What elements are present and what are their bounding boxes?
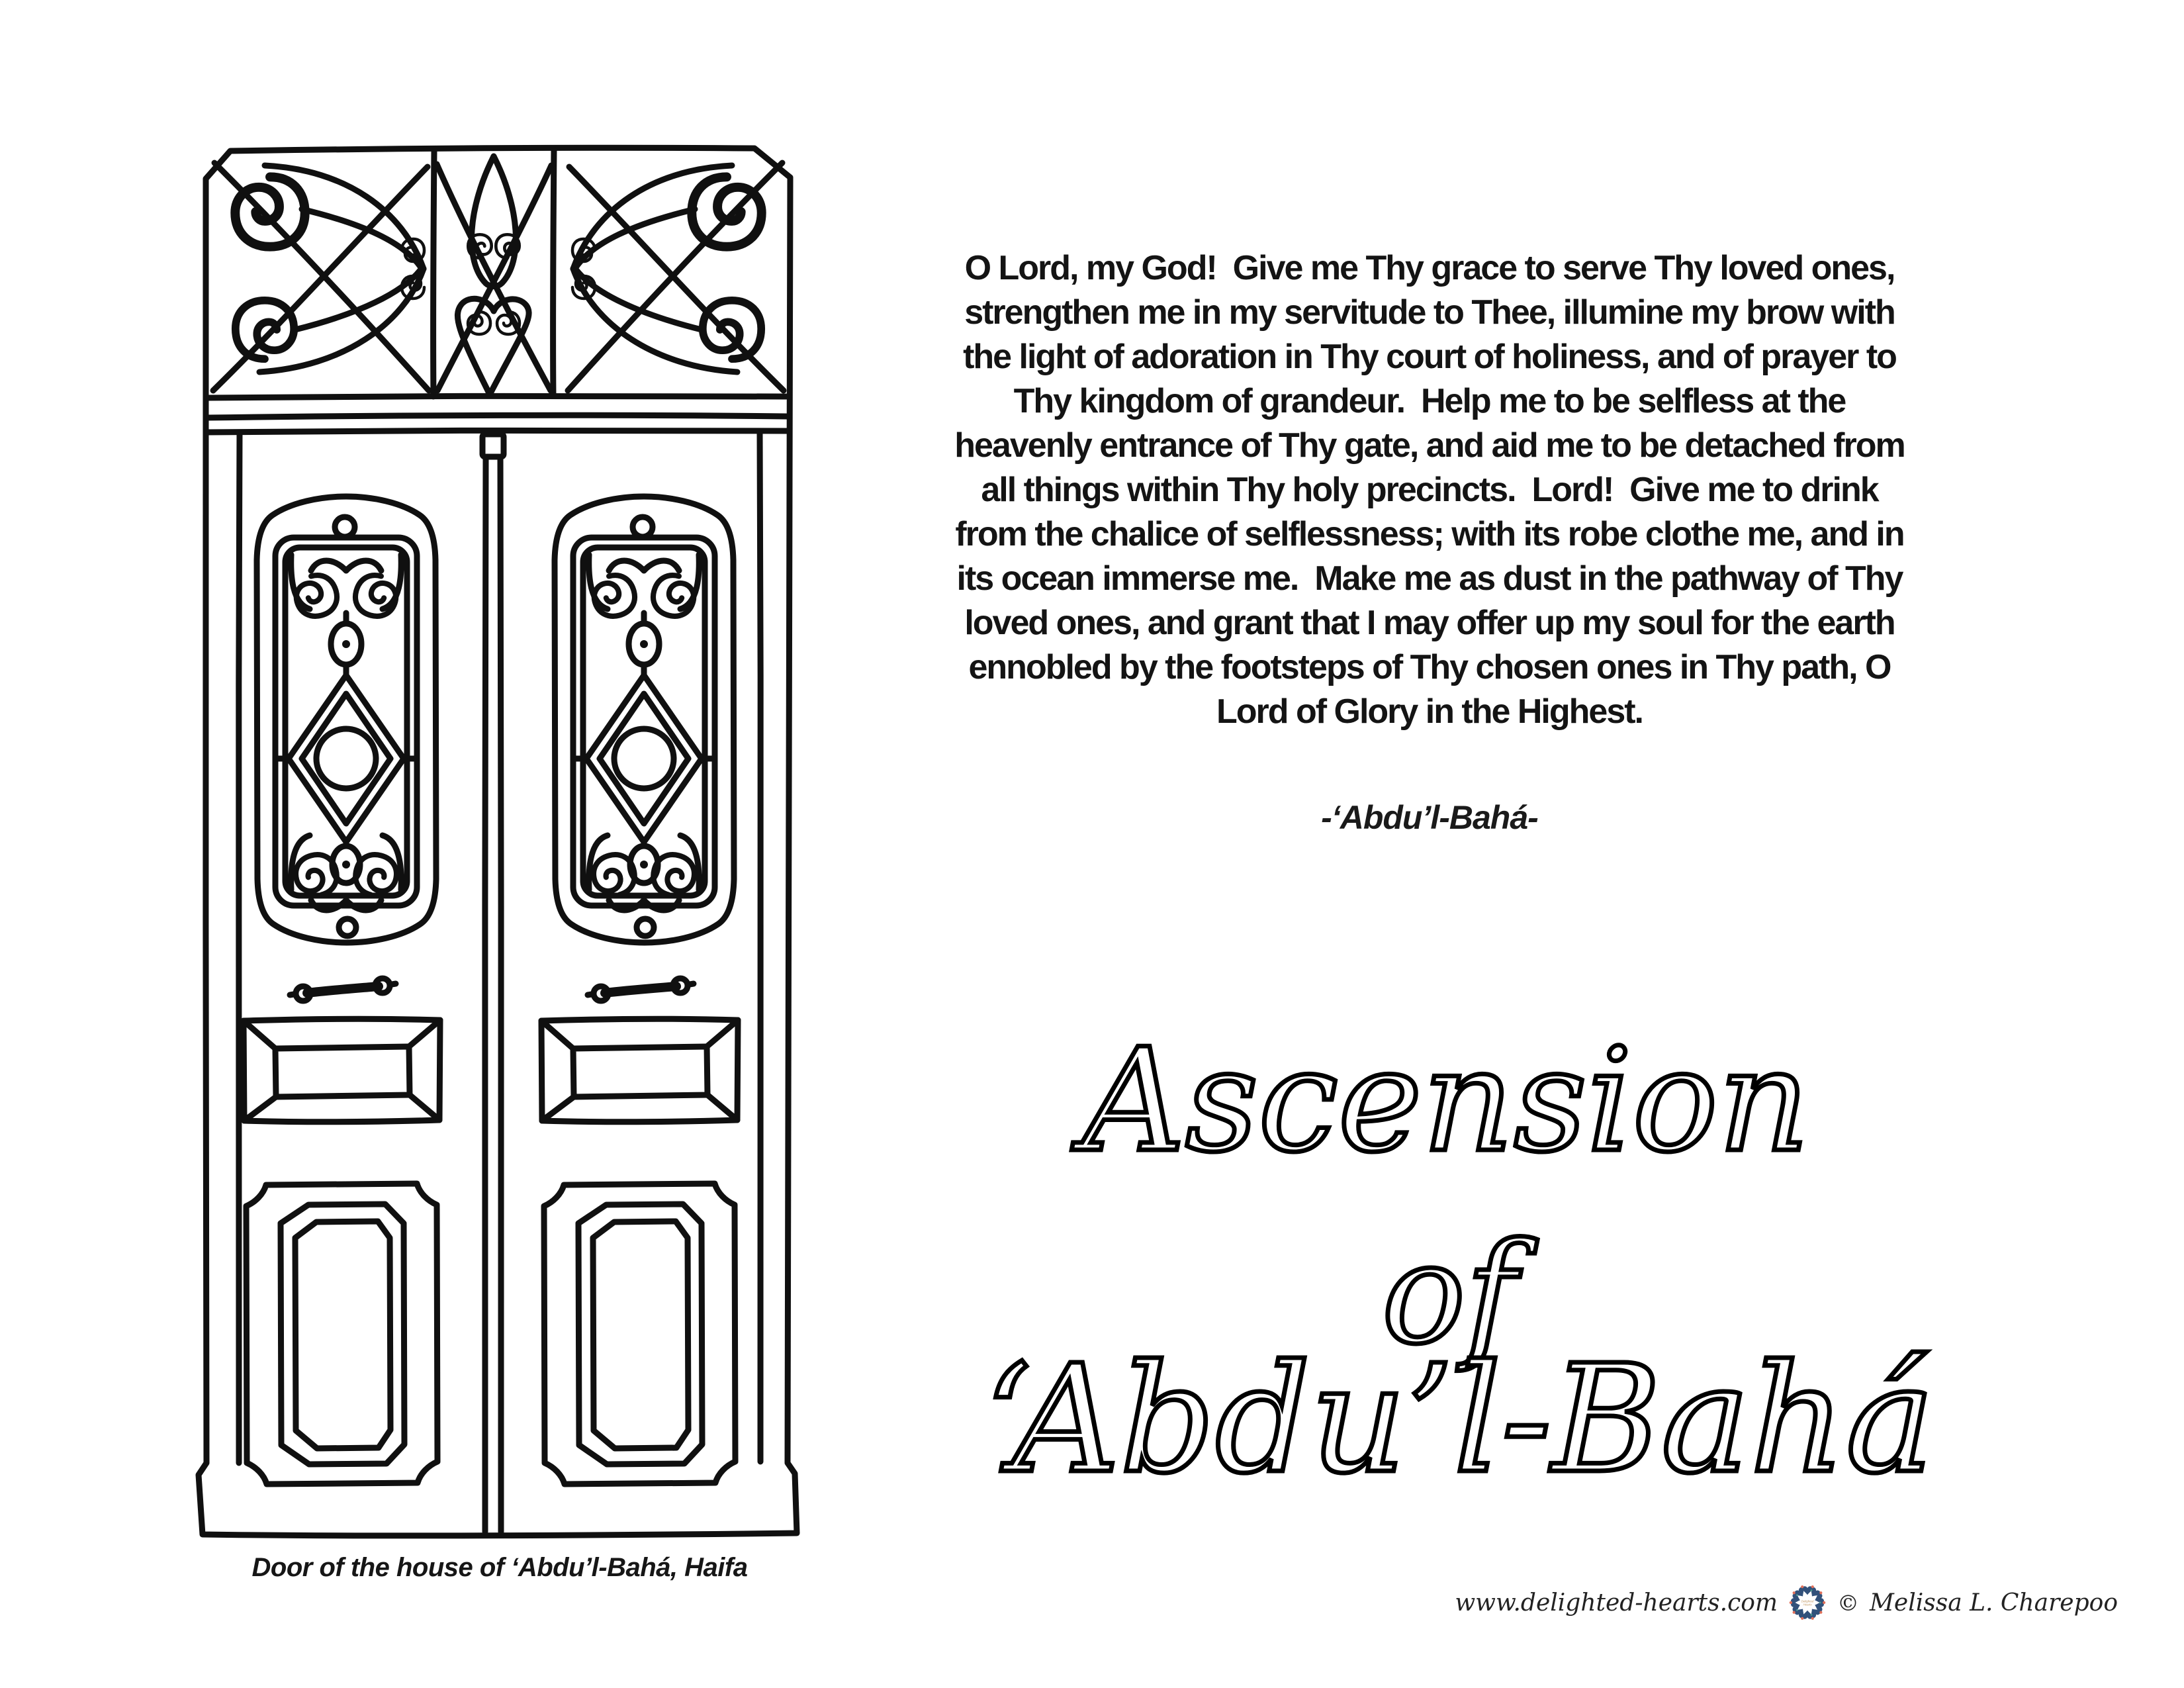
delighted-hearts-logo [1788,1583,1827,1622]
svg-text:Delighted: Delighted [1801,1599,1814,1603]
prayer-line: Lord of Glory in the Highest. [1216,692,1643,731]
prayer-line: ennobled by the footsteps of Thy chosen ones in Thy path, O [968,648,1891,686]
prayer-line: from the chalice of selflessness; with its robe clothe me, and in [955,515,1904,553]
beveled-panel [244,1019,440,1122]
prayer-line: the light of adoration in Thy court of holiness, and of prayer to [963,338,1896,376]
door-left-leaf [244,496,440,1484]
title-line-1: Ascension [1082,1017,1810,1184]
prayer-line: loved ones, and grant that I may offer up my soul for the earth [964,604,1895,642]
prayer-line: O Lord, my God! Give me Thy grace to serve Thy loved ones, [964,249,1895,287]
title-line-2: of [1381,1213,1518,1375]
door-caption: Door of the house of ‘Abdu’l-Bahá, Haifa [251,1553,748,1582]
prayer-line: its ocean immerse me. Make me as dust in the pathway of Thy [956,559,1903,598]
footer-website: www.delighted-hearts.com [1455,1589,1778,1617]
prayer-line: heavenly entrance of Thy gate, and aid me to be detached from [954,426,1905,465]
transom-left-scrolls [213,163,429,391]
footer-author: Melissa L. Charepoo [1870,1589,2118,1617]
prayer-text [874,246,1985,734]
page-title [927,1001,2038,1564]
door-handle [290,978,396,1001]
prayer-line: strengthen me in my servitude to Thee, illumine my brow with [964,293,1895,332]
prayer-line: Thy kingdom of grandeur. Help me to be selfless at the [1013,382,1846,420]
door-right-leaf [541,496,738,1484]
title-line-3: ‘Abdu’l-Bahá [983,1333,1935,1507]
copyright-symbol: © [1837,1589,1860,1616]
logo-wordmark [1801,1600,1814,1607]
transom-right-scrolls [568,163,784,391]
door-illustration [191,131,806,1554]
prayer-line: all things within Thy holy precincts. Lord! Give me to drink [981,471,1878,509]
footer [1455,1583,2118,1622]
transom-center-scrolls [437,156,551,395]
prayer-attribution: -‘Abdu’l-Bahá- [1321,799,1538,836]
octagon-panel [246,1184,437,1484]
svg-text:Hearts: Hearts [1803,1603,1812,1607]
